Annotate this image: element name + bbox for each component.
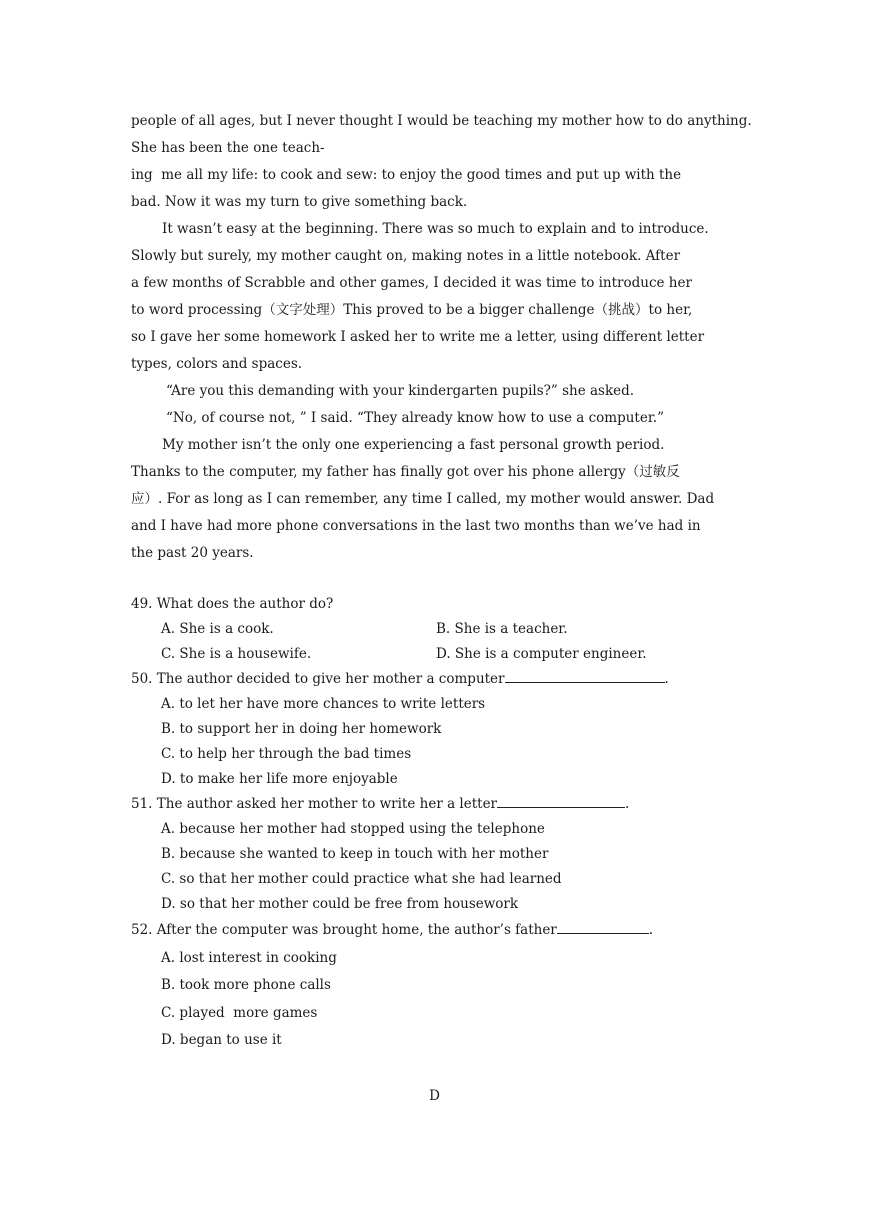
passage-line: the past 20 years.: [131, 545, 254, 561]
passage-line: My mother isn’t the only one experiencing a fast personal growth period.: [162, 437, 665, 453]
option-52-c: C. played more games: [161, 1004, 318, 1021]
option-50-d: D. to make her life more enjoyable: [161, 771, 398, 787]
option-51-c: C. so that her mother could practice what she had learned: [161, 871, 562, 887]
section-heading: D: [429, 1088, 440, 1104]
option-49-d: D. She is a computer engineer.: [436, 646, 647, 662]
option-row: [131, 642, 741, 667]
question-stem-50: 50. The author decided to give her mother a computer: [131, 671, 505, 687]
answer-blank: [497, 793, 625, 808]
stem-end: .: [625, 796, 630, 812]
option-52-b: B. took more phone calls: [161, 977, 331, 993]
passage-line: “No, of course not, ” I said. “They already know how to use a computer.”: [166, 410, 664, 426]
question-stem-51: 51. The author asked her mother to write her a letter: [131, 796, 498, 812]
passage-line: bad. Now it was my turn to give something back.: [131, 194, 468, 210]
stem-end: .: [648, 922, 654, 938]
option-50-c: C. to help her through the bad times: [161, 746, 412, 762]
question-52: [131, 917, 741, 945]
option-52-d: D. began to use it: [161, 1032, 282, 1048]
passage-line: Slowly but surely, my mother caught on, making notes in a little notebook. After: [131, 248, 681, 264]
passage-line: She has been the one teach-: [131, 140, 325, 156]
answer-blank: [557, 919, 649, 934]
option-51-a: A. because her mother had stopped using the telephone: [161, 821, 545, 837]
option-51-d: D. so that her mother could be free from housework: [161, 896, 519, 912]
answer-blank: [505, 668, 665, 683]
passage-line: people of all ages, but I never thought I would be teaching my mother how to do anything.: [131, 113, 752, 129]
option-50-a: A. to let her have more chances to write letters: [161, 696, 486, 712]
reading-passage: [131, 108, 752, 567]
passage-line: to word processing（文字处理）This proved to be a bigger challenge（挑战）to her,: [131, 302, 693, 318]
option-49-a: A. She is a cook.: [161, 621, 274, 637]
passage-line: ing me all my life: to cook and sew: to enjoy the good times and put up with the: [131, 167, 682, 183]
question-51: [131, 792, 741, 817]
passage-line: “Are you this demanding with your kindergarten pupils?” she asked.: [166, 383, 635, 399]
passage-line: types, colors and spaces.: [131, 356, 303, 372]
option-52-a: A. lost interest in cooking: [161, 949, 337, 966]
option-row: [131, 617, 741, 642]
passage-line: 应）. For as long as I can remember, any time I called, my mother would answer. Dad: [131, 491, 715, 507]
passage-line: so I gave her some homework I asked her to write me a letter, using different letter: [131, 329, 705, 345]
question-stem-52: 52. After the computer was brought home, the author’s father: [131, 922, 557, 938]
question-50: [131, 667, 741, 692]
passage-line: It wasn’t easy at the beginning. There was so much to explain and to introduce.: [162, 221, 709, 237]
passage-line: Thanks to the computer, my father has finally got over his phone allergy（过敏反: [131, 464, 680, 480]
passage-line: a few months of Scrabble and other games, I decided it was time to introduce her: [131, 275, 692, 291]
option-49-c: C. She is a housewife.: [161, 646, 312, 662]
question-list: [131, 592, 741, 1055]
option-51-b: B. because she wanted to keep in touch with her mother: [161, 846, 549, 862]
passage-line: and I have had more phone conversations in the last two months than we’ve had in: [131, 518, 701, 534]
option-50-b: B. to support her in doing her homework: [161, 721, 442, 737]
question-stem-49: 49. What does the author do?: [131, 596, 334, 612]
option-49-b: B. She is a teacher.: [436, 621, 568, 637]
stem-end: .: [664, 671, 669, 687]
